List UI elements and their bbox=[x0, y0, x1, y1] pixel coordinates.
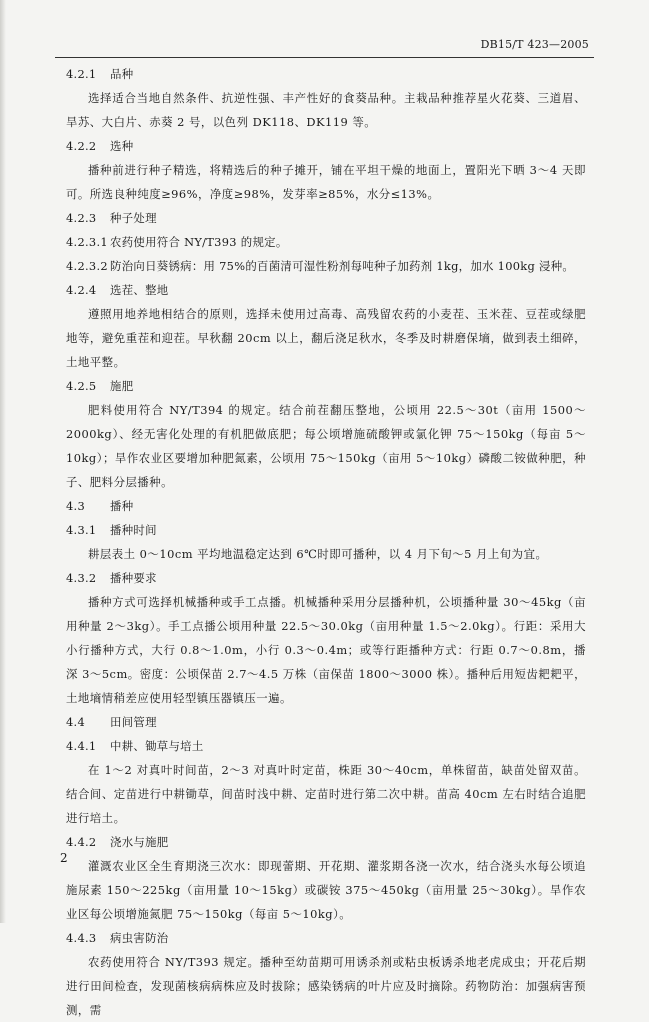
paragraph: 播种方式可选择机械播种或手工点播。机械播种采用分层播种机，公顷播种量 30～45kg（亩用种量 2～3kg）。手工点播公顷用种量 22.5～30.0kg（亩用种量 1.5～2.0kg）。行距：采用大小行播种方式，大行 0.8～1.0m，小行 0.3～0.4m；或等行距播种方式：行距 0.7～0.8m，播深 3～5cm。密度：公顷保苗 2.7～4.5 万株（亩保苗 1800～3000 株）。播种后用短齿耙耙平，土地墒情稍差应使用轻型镇压器镇压一遍。 bbox=[66, 595, 586, 705]
section-title: 播种 bbox=[110, 499, 134, 513]
document-code: DB15/T 423—2005 bbox=[480, 38, 589, 51]
section-heading bbox=[66, 926, 586, 950]
section-heading bbox=[66, 206, 586, 230]
section-title: 种子处理 bbox=[110, 211, 157, 225]
section-heading bbox=[66, 62, 586, 86]
section-title: 中耕、锄草与培土 bbox=[110, 739, 204, 753]
clause-text: 防治向日葵锈病：用 75%的百菌清可湿性粉剂每吨种子加药剂 1kg，加水 100kg 浸种。 bbox=[110, 259, 575, 273]
page-edge-shadow bbox=[0, 0, 6, 923]
paragraph: 在 1～2 对真叶时间苗，2～3 对真叶时定苗，株距 30～40cm，单株留苗，缺苗处留双苗。结合间、定苗进行中耕锄草，间苗时浅中耕、定苗时进行第二次中耕。苗高 40cm 左右时结合追肥进行培土。 bbox=[66, 763, 586, 825]
section-number: 4.4 bbox=[66, 715, 86, 729]
clause-text: 农药使用符合 NY/T393 的规定。 bbox=[110, 235, 288, 249]
section-title: 选种 bbox=[110, 139, 134, 153]
section-number: 4.2.3 bbox=[66, 211, 97, 225]
section-heading bbox=[66, 566, 586, 590]
section-number: 4.4.2 bbox=[66, 835, 97, 849]
section-heading bbox=[66, 518, 586, 542]
header-rule bbox=[55, 57, 594, 58]
section-heading bbox=[66, 374, 586, 398]
section-title: 播种时间 bbox=[110, 523, 157, 537]
document-body bbox=[66, 62, 586, 1022]
paragraph: 耕层表土 0～10cm 平均地温稳定达到 6℃时即可播种，以 4 月下旬～5 月上旬为宜。 bbox=[88, 547, 548, 561]
section-heading bbox=[66, 710, 586, 734]
section-title: 选茬、整地 bbox=[110, 283, 169, 297]
paragraph: 播种前进行种子精选，将精选后的种子摊开，铺在平坦干燥的地面上，置阳光下晒 3～4 天即可。所选良种纯度≥96%，净度≥98%，发芽率≥85%，水分≤13%。 bbox=[66, 163, 586, 201]
section-number: 4.2.1 bbox=[66, 67, 97, 81]
section-number: 4.2.2 bbox=[66, 139, 97, 153]
section-title: 播种要求 bbox=[110, 571, 157, 585]
section-title: 田间管理 bbox=[110, 715, 157, 729]
section-number: 4.2.5 bbox=[66, 379, 97, 393]
section-heading bbox=[66, 830, 586, 854]
paragraph: 农药使用符合 NY/T393 规定。播种至幼苗期可用诱杀剂或粘虫板诱杀地老虎成虫；开花后期进行田间检查，发现菌核病病株应及时拔除；感染锈病的叶片应及时摘除。药物防治：加强病害预测，需 bbox=[66, 955, 586, 1017]
section-heading bbox=[66, 494, 586, 518]
section-number: 4.4.3 bbox=[66, 931, 97, 945]
section-title: 品种 bbox=[110, 67, 134, 81]
section-number: 4.2.3.1 bbox=[66, 235, 108, 249]
section-heading bbox=[66, 134, 586, 158]
section-title: 施肥 bbox=[110, 379, 134, 393]
clause bbox=[66, 230, 586, 254]
section-number: 4.2.4 bbox=[66, 283, 97, 297]
section-number: 4.3.1 bbox=[66, 523, 97, 537]
section-number: 4.2.3.2 bbox=[66, 259, 108, 273]
section-heading bbox=[66, 734, 586, 758]
section-number: 4.3 bbox=[66, 499, 86, 513]
section-title: 病虫害防治 bbox=[110, 931, 169, 945]
paragraph: 选择适合当地自然条件、抗逆性强、丰产性好的食葵品种。主栽品种推荐星火花葵、三道眉、旱苏、大白片、赤葵 2 号，以色列 DK118、DK119 等。 bbox=[66, 91, 586, 129]
section-heading bbox=[66, 278, 586, 302]
clause bbox=[66, 254, 586, 278]
paragraph: 遵照用地养地相结合的原则，选择未使用过高毒、高残留农药的小麦茬、玉米茬、豆茬或绿肥地等，避免重茬和迎茬。早秋翻 20cm 以上，翻后浇足秋水，冬季及时耕磨保墒，做到表土细碎，土地平整。 bbox=[66, 307, 586, 369]
section-number: 4.3.2 bbox=[66, 571, 97, 585]
section-title: 浇水与施肥 bbox=[110, 835, 169, 849]
paragraph: 肥料使用符合 NY/T394 的规定。结合前茬翻压整地，公顷用 22.5～30t（亩用 1500～2000kg）、经无害化处理的有机肥做底肥；每公顷增施硫酸钾或氯化钾 75～150kg（每亩 5～10kg）；旱作农业区要增加种肥氮素，公顷用 75～150kg（亩用 5～10kg）磷酸二铵做种肥，种子、肥料分层播种。 bbox=[66, 403, 586, 489]
section-number: 4.4.1 bbox=[66, 739, 97, 753]
page-number: 2 bbox=[60, 851, 68, 865]
paragraph: 灌溉农业区全生育期浇三次水：即现蕾期、开花期、灌浆期各浇一次水，结合浇头水每公顷追施尿素 150～225kg（亩用量 10～15kg）或碳铵 375～450kg（亩用量 25～30kg）。旱作农业区每公顷增施氮肥 75～150kg（每亩 5～10kg）。 bbox=[66, 859, 586, 921]
